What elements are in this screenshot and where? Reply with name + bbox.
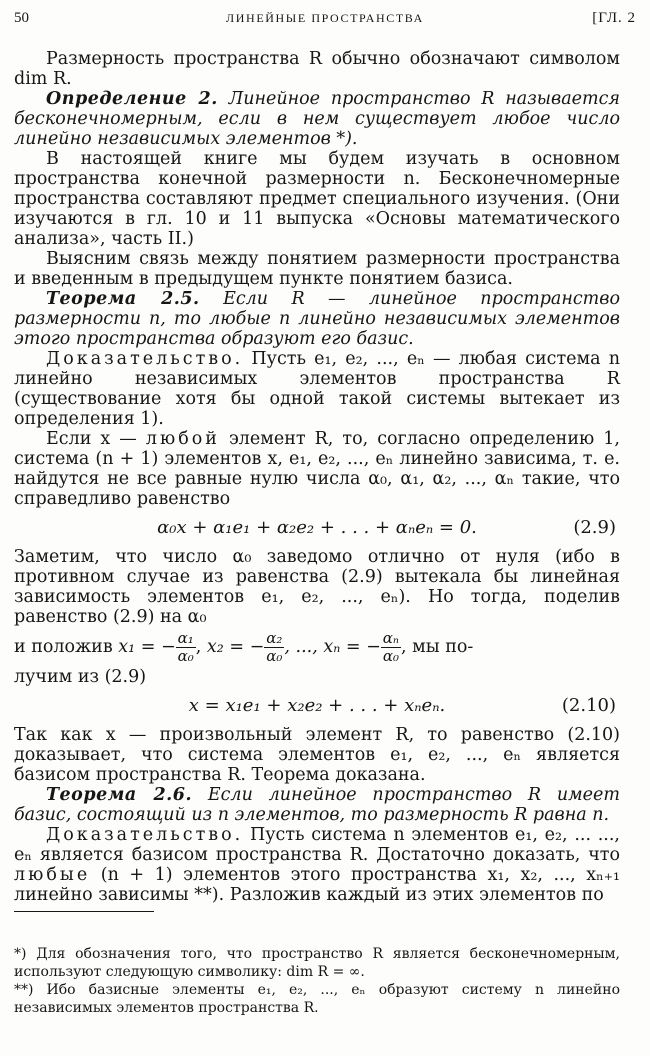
paragraph-book-scope: В настоящей книге мы будем изучать в основном пространства конечной размерности n. Бесконечномерные пространства составляют предмет специального изучения. (Они изучаются в гл. 10 и 11 выпуска «Основы математического анализа», часть II.) bbox=[14, 149, 620, 249]
spaced-word: любые bbox=[14, 865, 91, 885]
spaced-word: любой bbox=[145, 429, 220, 449]
equation-2-10 bbox=[14, 687, 620, 725]
substitution-line: и положив x₁ = − $\frac{\text{α₁}}{\text{α₀}}$ , x₂ = − $\frac{\text{α₂}}{\text{α₀}}$ , ..., xₙ = − $\frac{\text{αₙ}}{\text{α₀}}$ , мы по- bbox=[14, 629, 474, 665]
denominator: α₀ bbox=[177, 647, 194, 665]
theorem-2-6 bbox=[14, 785, 620, 825]
footnote-2: **) Ибо базисные элементы e₁, e₂, ..., eₙ образуют систему n линейно независимых элементов пространства R. bbox=[14, 982, 620, 1016]
proof-label: Доказательство. bbox=[46, 349, 244, 369]
equation-body: x = x₁e₁ + x₂e₂ + . . . + xₙeₙ. bbox=[188, 695, 446, 716]
main-text bbox=[14, 49, 620, 905]
definition-2 bbox=[14, 89, 620, 149]
proof-label: Доказательство. bbox=[46, 825, 244, 845]
proof-text: элемент R, то, согласно определению 1, система (n + 1) элементов x, e₁, e₂, ..., eₙ линейно зависима, т. е. найдутся не все равные нулю числа α₀, α₁, α₂, ..., αₙ такие, что справедливо равенство bbox=[14, 429, 620, 509]
equation-number: (2.10) bbox=[561, 695, 616, 716]
math-run: x₂ = − bbox=[206, 637, 265, 657]
definition-label: Определение 2. bbox=[46, 89, 218, 109]
text-run: , мы по- bbox=[401, 637, 474, 657]
denominator: α₀ bbox=[266, 647, 283, 665]
proof-text: Пусть система n элементов e₁, e₂, ... ..., eₙ является базисом пространства R. Достаточно доказать, что bbox=[14, 825, 620, 865]
math-run: , ..., xₙ = − bbox=[284, 637, 381, 657]
chapter-marker: [ГЛ. 2 bbox=[592, 10, 636, 26]
numerator: α₁ bbox=[177, 629, 194, 647]
equation-body: α₀x + α₁e₁ + α₂e₂ + . . . + αₙeₙ = 0. bbox=[157, 517, 477, 538]
math-run: x₁ = − bbox=[118, 637, 176, 657]
paragraph-get: лучим из (2.9) bbox=[14, 667, 147, 687]
denominator: α₀ bbox=[382, 647, 399, 665]
equation-2-9 bbox=[14, 509, 620, 547]
footnote-1: *) Для обозначения того, что пространство R является бесконечномерным, используют следующую символику: dim R = ∞. bbox=[14, 946, 620, 980]
proof-2-6 bbox=[14, 825, 620, 905]
theorem-text: Если R — линейное пространство размерности n, то любые n линейно независимых элементов этого пространства образуют его базис. bbox=[14, 289, 620, 349]
definition-text: Линейное пространство R называется бесконечномерным, если в нем существует любое число линейно независимых элементов *). bbox=[14, 89, 620, 149]
proof-text: Пусть e₁, e₂, ..., eₙ — любая система n линейно независимых элементов пространства R (существование хотя бы одной такой системы вытекает из определения 1). bbox=[14, 349, 620, 429]
paragraph-alpha-nonzero: Заметим, что число α₀ заведомо отлично от нуля (ибо в противном случае из равенства (2.9) вытекала бы линейная зависимость элементов e₁, e₂, ..., eₙ). Но тогда, поделив равенство (2.9) на α₀ bbox=[14, 547, 620, 627]
numerator: α₂ bbox=[266, 629, 283, 647]
paragraph-dimension: Размерность пространства R обычно обозначают символом dim R. bbox=[14, 49, 620, 89]
proof-text: (n + 1) элементов этого пространства x₁, x₂, ..., xₙ₊₁ линейно зависимы **). Разложив каждый из этих элементов по bbox=[14, 865, 620, 905]
running-header bbox=[14, 10, 636, 30]
numerator: αₙ bbox=[382, 629, 399, 647]
running-title: ЛИНЕЙНЫЕ ПРОСТРАНСТВА bbox=[226, 11, 424, 25]
equation-number: (2.9) bbox=[573, 517, 616, 538]
fraction bbox=[176, 630, 196, 665]
fraction bbox=[381, 630, 401, 665]
theorem-label: Теорема 2.6. bbox=[46, 785, 193, 805]
theorem-text: Если линейное пространство R имеет базис, состоящий из n элементов, то размерность R равна n. bbox=[14, 785, 620, 825]
fraction bbox=[264, 630, 284, 665]
proof-text: Если x — bbox=[46, 429, 137, 449]
text-run: и положив bbox=[14, 637, 113, 657]
page-number: 50 bbox=[14, 10, 29, 26]
footnote-rule bbox=[14, 911, 154, 912]
proof-2-5-any-element bbox=[14, 429, 620, 509]
theorem-2-5 bbox=[14, 289, 620, 349]
proof-2-5-intro bbox=[14, 349, 620, 429]
theorem-label: Теорема 2.5. bbox=[46, 289, 200, 309]
paragraph-conclusion: Так как x — произвольный элемент R, то равенство (2.10) доказывает, что система элементов e₁, e₂, ..., eₙ является базисом пространства R. Теорема доказана. bbox=[14, 725, 620, 785]
paragraph-link: Выясним связь между понятием размерности пространства и введенным в предыдущем пункте понятием базиса. bbox=[14, 249, 620, 289]
